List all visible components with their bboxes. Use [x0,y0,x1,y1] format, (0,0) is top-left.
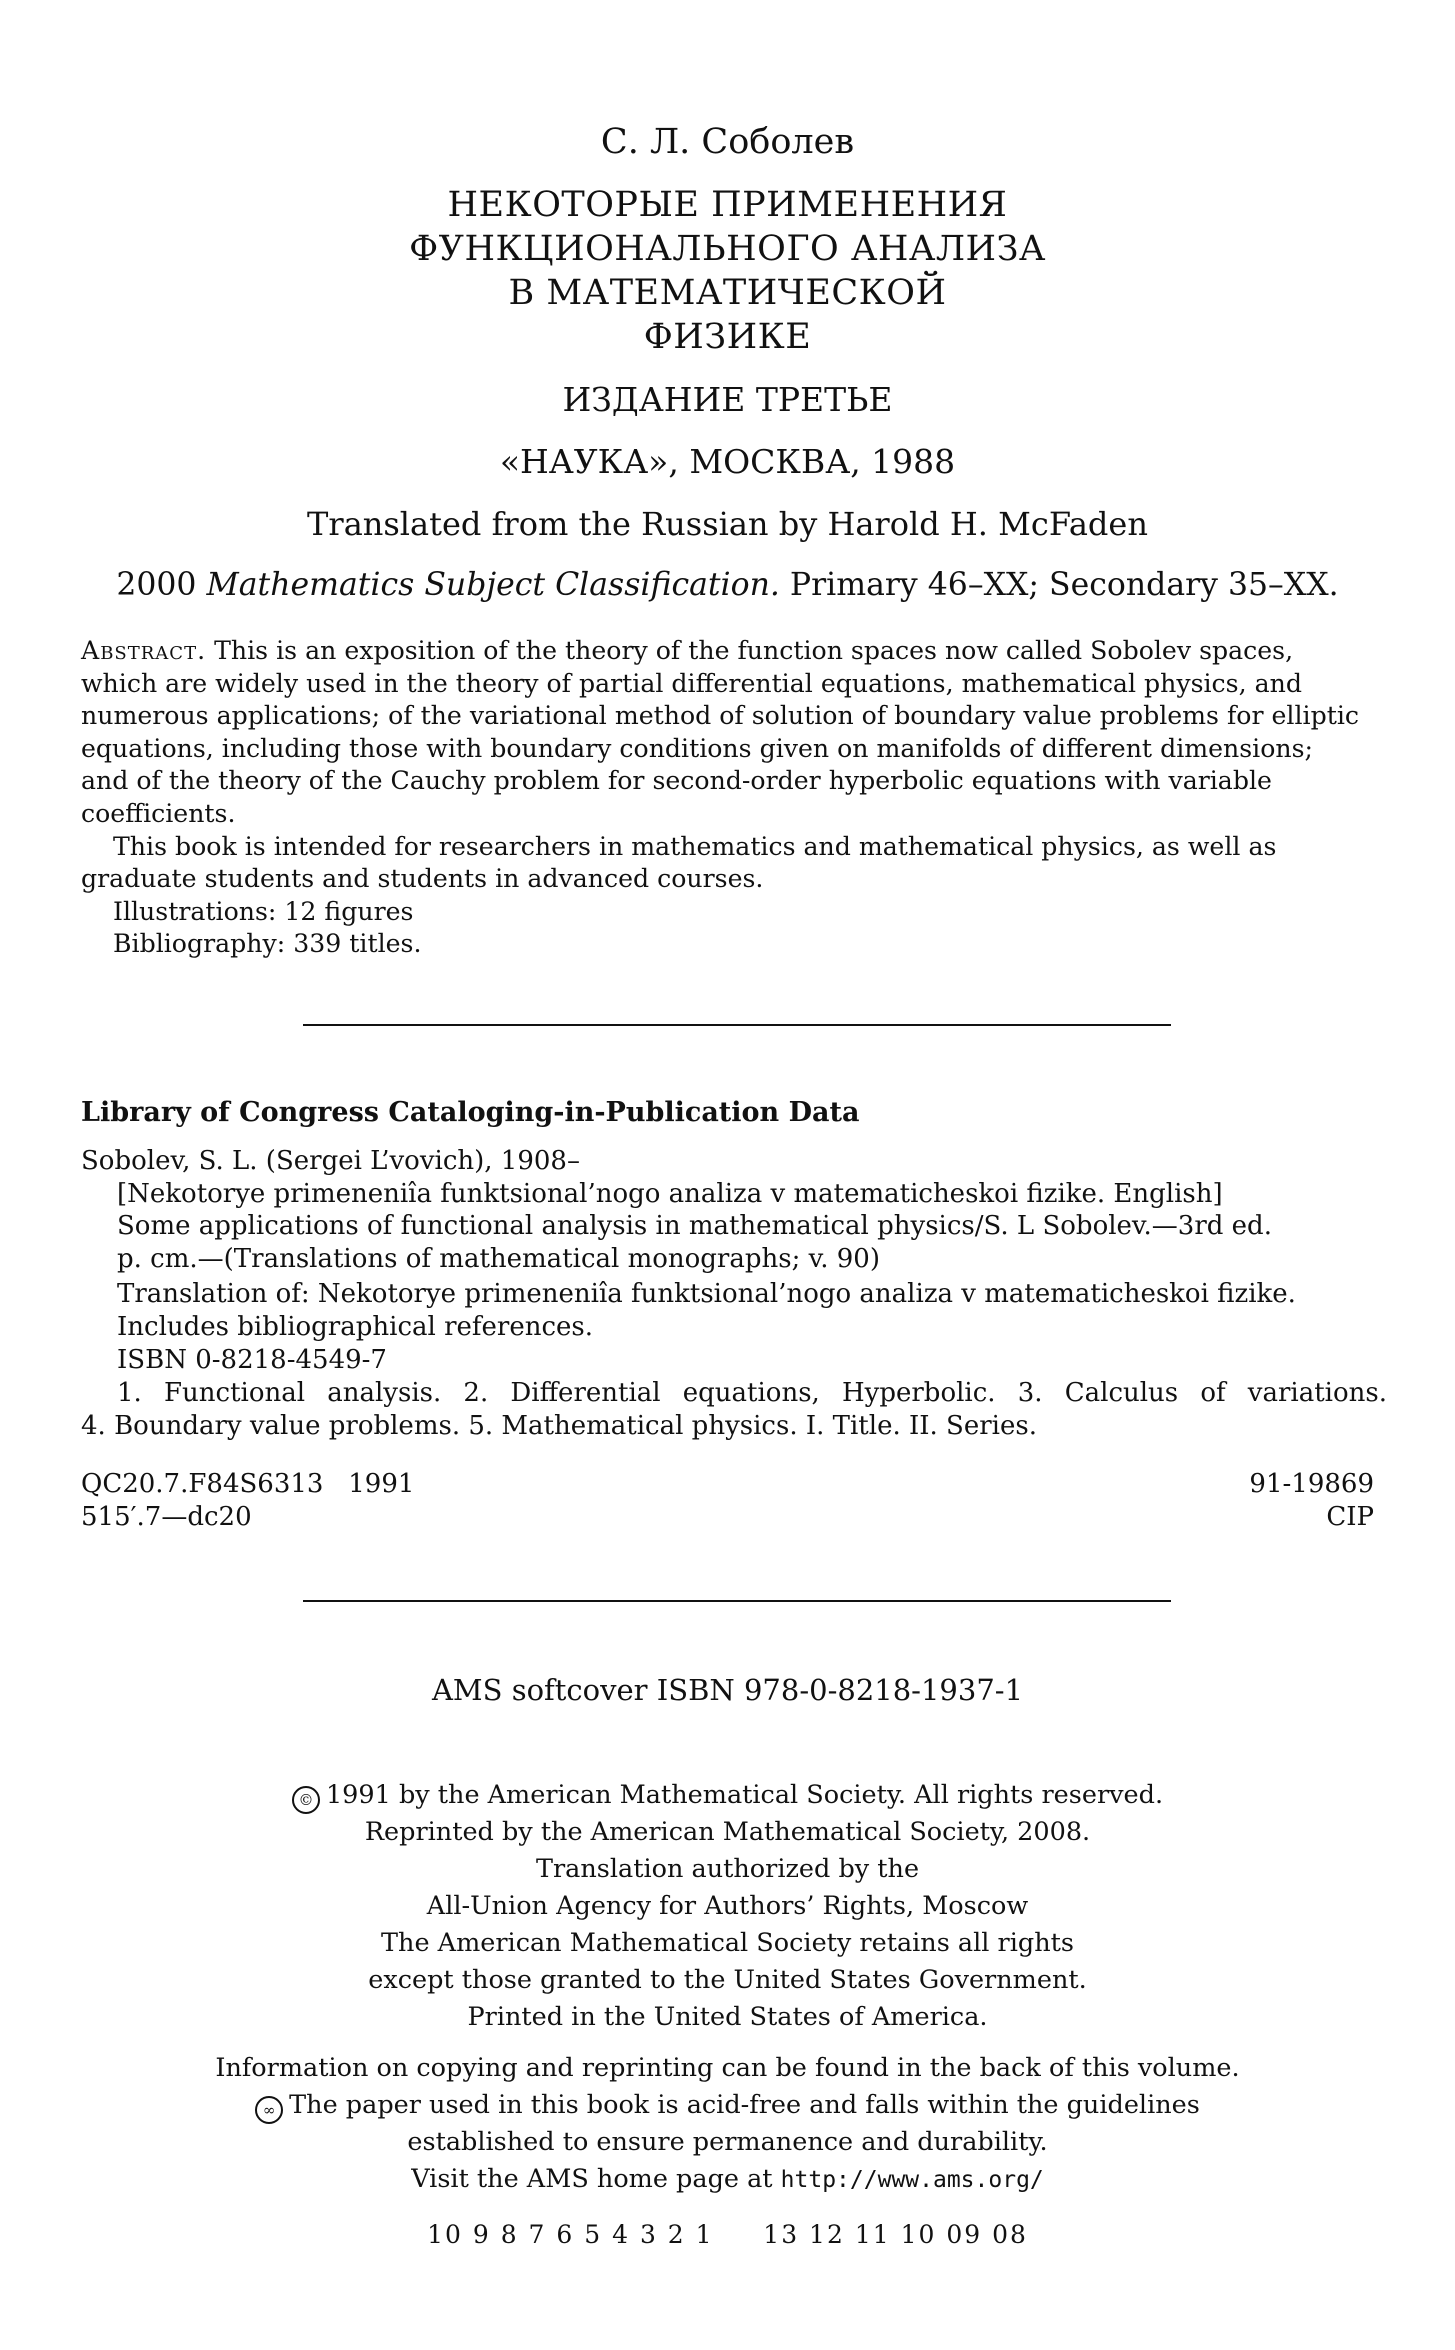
durability-line: established to ensure permanence and durability. [407,2127,1048,2157]
lccn: 91-19869 [1249,1469,1374,1499]
cip-line: p. cm.—(Translations of mathematical monographs; v. 90) [117,1244,880,1274]
russian-edition: ИЗДАНИЕ ТРЕТЬЕ [562,380,893,419]
abstract-line: which are widely used in the theory of partial differential equations, mathematical physics, and [81,668,1302,698]
abstract-line: and of the theory of the Cauchy problem for second-order hyperbolic equations with variable [81,766,1272,796]
cip-subjects-line-1: 1. Functional analysis. 2. Differential equations, Hyperbolic. 3. Calculus of variations. [117,1378,1387,1408]
russian-title-line-1: НЕКОТОРЫЕ ПРИМЕНЕНИЯ [447,185,1008,225]
cip-isbn: ISBN 0-8218-4549-7 [117,1345,387,1375]
russian-publisher: «НАУКА», МОСКВА, 1988 [499,442,956,481]
illustrations-count: Illustrations: 12 figures [113,896,414,926]
ams-url[interactable]: http://www.ams.org/ [780,2167,1044,2193]
subject-classification [0,567,1455,603]
russian-author: С. Л. Соболев [600,122,855,162]
printing-line [0,2216,1455,2253]
call-number: QC20.7.F84S6313 1991 [81,1469,415,1499]
cip-label: CIP [1326,1502,1374,1532]
cip-line: Translation of: Nekotorye primeneniîa funktsional’nogo analiza v matematicheskoi fizike. [117,1279,1296,1309]
agency-line: All-Union Agency for Authors’ Rights, Moscow [426,1891,1029,1921]
audience-line: graduate students and students in advanced courses. [81,864,764,894]
printed-line: Printed in the United States of America. [467,2002,988,2032]
government-line: except those granted to the United States Government. [368,1965,1087,1995]
abstract-label: Abstract. [81,636,207,665]
bibliography-count: Bibliography: 339 titles. [113,929,422,959]
cip-line: [Nekotorye primeneniîa funktsional’nogo analiza v matematicheskoi fizike. English] [117,1179,1223,1209]
russian-title-line-4: ФИЗИКЕ [643,317,812,357]
abstract-line: numerous applications; of the variational method of solution of boundary value problems for elliptic [81,701,1359,731]
year-numbers: 13 12 11 10 09 08 [763,2220,1028,2249]
dewey-number: 515′.7—dc20 [81,1502,252,1532]
translator-line: Translated from the Russian by Harold H. McFaden [307,505,1148,543]
reprint-line: Reprinted by the American Mathematical Society, 2008. [364,1817,1091,1847]
abstract-line: Abstract. This is an exposition of the theory of the function spaces now called Sobolev spaces, [81,636,1294,665]
call-year: 1991 [348,1469,415,1499]
abstract-line: coefficients. [81,798,236,828]
abstract-line: equations, including those with boundary conditions given on manifolds of different dimensions; [81,733,1314,763]
copyright-icon: © [292,1786,320,1814]
copyright-line: © 1991 by the American Mathematical Society. All rights reserved. [0,1777,1455,1814]
printing-numbers: 10 9 8 7 6 5 4 3 2 1 [427,2220,714,2249]
softcover-isbn: AMS softcover ISBN 978-0-8218-1937-1 [431,1673,1024,1707]
abstract [81,635,1386,961]
infinity-paper-icon: ∞ [255,2096,283,2124]
translation-authorized-line: Translation authorized by the [535,1854,920,1884]
cip-subjects-line-2: 4. Boundary value problems. 5. Mathematical physics. I. Title. II. Series. [81,1411,1037,1441]
cip-line: Includes bibliographical references. [117,1312,594,1342]
msc-value: Primary 46–XX; Secondary 35–XX. [789,567,1339,603]
cip-author: Sobolev, S. L. (Sergei L’vovich), 1908– [81,1146,580,1176]
msc-label: Mathematics Subject Classification. [206,567,780,603]
copying-info-line: Information on copying and reprinting can be found in the back of this volume. [215,2053,1240,2083]
audience-line: This book is intended for researchers in mathematics and mathematical physics, as well as [113,831,1277,861]
acid-free-line: ∞ The paper used in this book is acid-free and falls within the guidelines [0,2087,1455,2124]
visit-line: Visit the AMS home page at http://www.ams.org/ [411,2164,1044,2194]
divider-top [303,1024,1171,1026]
russian-title-line-2: ФУНКЦИОНАЛЬНОГО АНАЛИЗА [409,229,1046,269]
msc-year: 2000 [116,567,197,603]
cip-heading: Library of Congress Cataloging-in-Publication Data [81,1097,860,1128]
cip-line: Some applications of functional analysis in mathematical physics/S. L Sobolev.—3rd ed. [117,1211,1272,1241]
divider-bottom [303,1600,1171,1602]
rights-line: The American Mathematical Society retains all rights [381,1928,1074,1958]
russian-title-line-3: В МАТЕМАТИЧЕСКОЙ [508,273,947,313]
